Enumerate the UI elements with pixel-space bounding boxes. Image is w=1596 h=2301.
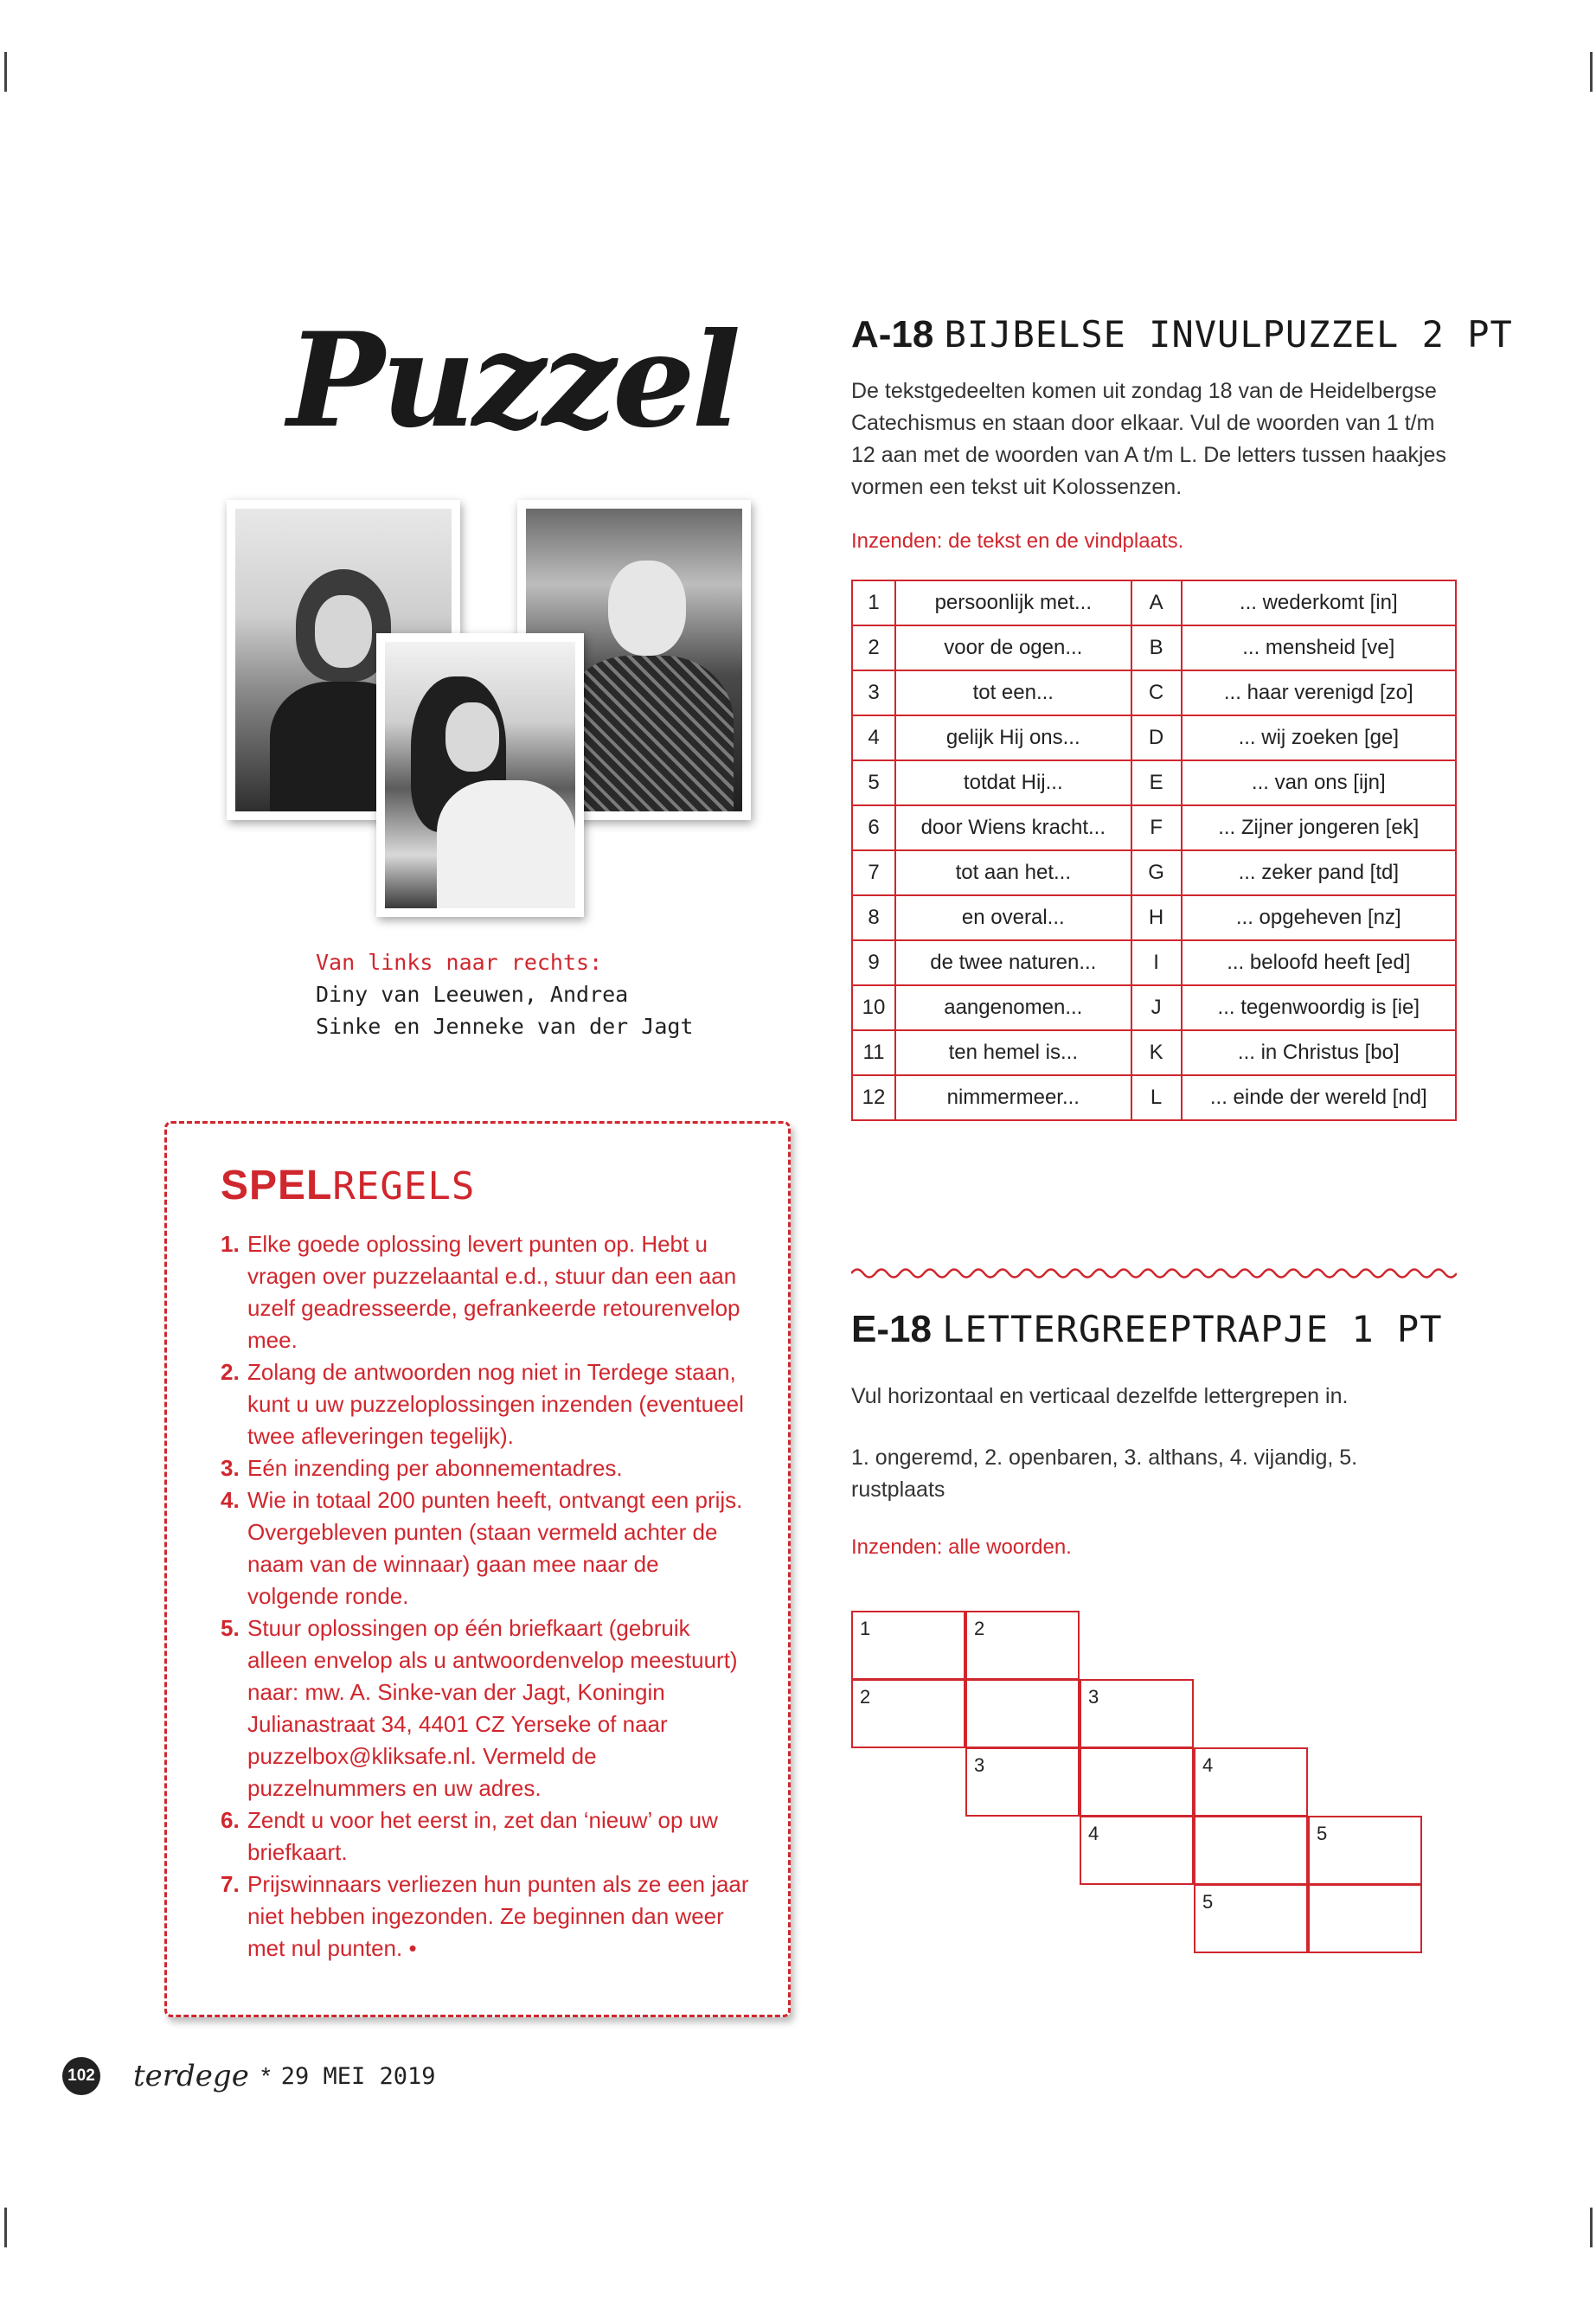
row-number: 5	[852, 760, 895, 805]
row-letter: H	[1131, 895, 1182, 940]
table-row	[852, 580, 1456, 625]
rule-number: 1.	[221, 1231, 240, 1257]
row-number: 9	[852, 940, 895, 985]
grid-cell[interactable]	[965, 1679, 1080, 1748]
rule-text: Elke goede oplossing levert punten op. Hebt u vragen over puzzelaantal e.d., stuur dan een aan uzelf geadresseerde, gefrankeerde retourenvelop mee.	[247, 1231, 740, 1353]
a18-title	[851, 313, 1513, 356]
right-fragment: ... wij zoeken [ge]	[1182, 715, 1456, 760]
table-row	[852, 895, 1456, 940]
grid-cell[interactable]	[851, 1679, 965, 1748]
row-letter: I	[1131, 940, 1182, 985]
rule-number: 6.	[221, 1807, 240, 1833]
rule-text: Wie in totaal 200 punten heeft, ontvangt een prijs. Overgebleven punten (staan vermeld achter de naam van de winnaar) gaan mee naar de volgende ronde.	[247, 1487, 743, 1609]
rule-text: Zolang de antwoorden nog niet in Terdege staan, kunt u uw puzzeloplossingen inzenden (eventueel twee afleveringen tegelijk).	[247, 1359, 744, 1449]
left-fragment: gelijk Hij ons...	[895, 715, 1131, 760]
e18-clues: 1. ongeremd, 2. openbaren, 3. althans, 4. vijandig, 5. rustplaats	[851, 1445, 1358, 1502]
rule-text: Prijswinnaars verliezen hun punten als ze een jaar niet hebben ingezonden. Ze beginnen dan weer met nul punten. •	[247, 1871, 749, 1961]
right-fragment: ... opgeheven [nz]	[1182, 895, 1456, 940]
rule-item	[221, 1612, 753, 1804]
row-letter: F	[1131, 805, 1182, 850]
a18-title-text: BIJBELSE INVULPUZZEL 2 PT	[944, 313, 1513, 356]
rule-number: 2.	[221, 1359, 240, 1385]
page-title: Puzzel	[287, 304, 738, 457]
footer	[62, 2057, 436, 2095]
rules-box	[164, 1121, 791, 2017]
row-number: 3	[852, 670, 895, 715]
grid-cell[interactable]	[851, 1611, 965, 1680]
left-fragment: de twee naturen...	[895, 940, 1131, 985]
table-row	[852, 805, 1456, 850]
cell-number: 4	[1088, 1823, 1099, 1844]
table-row	[852, 1030, 1456, 1075]
right-fragment: ... van ons [ijn]	[1182, 760, 1456, 805]
right-fragment: ... tegenwoordig is [ie]	[1182, 985, 1456, 1030]
rule-number: 7.	[221, 1871, 240, 1897]
table-row	[852, 1075, 1456, 1120]
a18-submit: Inzenden: de tekst en de vindplaats.	[851, 529, 1184, 553]
grid-cell[interactable]	[1194, 1884, 1308, 1953]
rule-text: Stuur oplossingen op één briefkaart (gebruik alleen envelop als u antwoordenvelop meestuurt) naar: mw. A. Sinke-van der Jagt, Koningin Julianastraat 34, 4401 CZ Yerseke of naar puzzelbox@kliksafe.nl. Vermeld de puzzelnummers en uw adres.	[247, 1615, 738, 1801]
rule-item	[221, 1484, 753, 1612]
table-row	[852, 940, 1456, 985]
left-fragment: persoonlijk met...	[895, 580, 1131, 625]
left-fragment: aangenomen...	[895, 985, 1131, 1030]
grid-cell[interactable]	[1194, 1816, 1308, 1885]
separator: *	[260, 2062, 271, 2089]
e18-intro: Vul horizontaal en verticaal dezelfde lettergrepen in.	[851, 1384, 1349, 1408]
rules-title-rest: REGELS	[332, 1164, 476, 1208]
row-number: 10	[852, 985, 895, 1030]
rule-item	[221, 1804, 753, 1868]
e18-title	[851, 1308, 1457, 1351]
grid-cell[interactable]	[1308, 1816, 1422, 1885]
row-letter: K	[1131, 1030, 1182, 1075]
puzzle-a18	[851, 313, 1513, 1121]
crop-mark	[1590, 2208, 1593, 2247]
issue-date: 29 MEI 2019	[280, 2062, 436, 2090]
cell-number: 4	[1202, 1754, 1214, 1776]
right-fragment: ... beloofd heeft [ed]	[1182, 940, 1456, 985]
e18-title-text: LETTERGREEPTRAPJE 1 PT	[942, 1308, 1443, 1350]
puzzle-e18	[851, 1308, 1457, 1560]
rules-title-bold: SPEL	[221, 1163, 333, 1208]
section-divider	[851, 1264, 1457, 1283]
grid-cell[interactable]	[965, 1747, 1080, 1817]
rule-item	[221, 1868, 753, 1965]
row-letter: G	[1131, 850, 1182, 895]
rules-title	[221, 1162, 753, 1209]
left-fragment: voor de ogen...	[895, 625, 1131, 670]
right-fragment: ... Zijner jongeren [ek]	[1182, 805, 1456, 850]
photo-caption	[316, 946, 705, 1042]
cell-number: 5	[1317, 1823, 1328, 1844]
right-fragment: ... wederkomt [in]	[1182, 580, 1456, 625]
crop-mark	[4, 2208, 7, 2247]
grid-cell[interactable]	[965, 1611, 1080, 1680]
right-fragment: ... mensheid [ve]	[1182, 625, 1456, 670]
rule-item	[221, 1452, 753, 1484]
photo-andrea	[376, 633, 584, 917]
right-fragment: ... haar verenigd [zo]	[1182, 670, 1456, 715]
a18-code: A-18	[851, 313, 934, 356]
rule-item	[221, 1356, 753, 1452]
a18-intro: De tekstgedeelten komen uit zondag 18 van de Heidelbergse Catechismus en staan door elkaar. Vul de woorden van 1 t/m 12 aan met de woorden van A t/m L. De letters tussen haakjes vormen een tekst uit Kolossenzen.	[851, 379, 1446, 499]
rule-number: 3.	[221, 1455, 240, 1481]
rules-list	[221, 1228, 753, 1965]
left-fragment: tot aan het...	[895, 850, 1131, 895]
cell-number: 3	[1088, 1686, 1099, 1708]
row-letter: J	[1131, 985, 1182, 1030]
grid-cell[interactable]	[1080, 1747, 1194, 1817]
table-row	[852, 715, 1456, 760]
left-fragment: tot een...	[895, 670, 1131, 715]
cell-number: 3	[974, 1754, 985, 1776]
table-row	[852, 985, 1456, 1030]
row-number: 2	[852, 625, 895, 670]
crop-mark	[1590, 52, 1593, 92]
table-row	[852, 670, 1456, 715]
cell-number: 1	[860, 1618, 871, 1639]
magazine-logo: terdege	[133, 2059, 249, 2093]
caption-intro: Van links naar rechts:	[316, 950, 603, 975]
rule-number: 4.	[221, 1487, 240, 1513]
row-letter: D	[1131, 715, 1182, 760]
row-number: 11	[852, 1030, 895, 1075]
row-letter: L	[1131, 1075, 1182, 1120]
rule-number: 5.	[221, 1615, 240, 1641]
row-letter: C	[1131, 670, 1182, 715]
grid-cell[interactable]	[1308, 1884, 1422, 1953]
left-fragment: totdat Hij...	[895, 760, 1131, 805]
rule-text: Eén inzending per abonnementadres.	[247, 1455, 623, 1481]
row-letter: B	[1131, 625, 1182, 670]
grid-cell[interactable]	[1080, 1679, 1194, 1748]
row-number: 6	[852, 805, 895, 850]
left-fragment: en overal...	[895, 895, 1131, 940]
row-number: 7	[852, 850, 895, 895]
page-number: 102	[62, 2057, 100, 2095]
grid-cell[interactable]	[1194, 1747, 1308, 1817]
row-number: 1	[852, 580, 895, 625]
right-fragment: ... in Christus [bo]	[1182, 1030, 1456, 1075]
table-row	[852, 625, 1456, 670]
rule-item	[221, 1228, 753, 1356]
row-number: 4	[852, 715, 895, 760]
e18-code: E-18	[851, 1308, 932, 1350]
row-number: 12	[852, 1075, 895, 1120]
left-fragment: nimmermeer...	[895, 1075, 1131, 1120]
row-number: 8	[852, 895, 895, 940]
grid-cell[interactable]	[1080, 1816, 1194, 1885]
right-fragment: ... zeker pand [td]	[1182, 850, 1456, 895]
left-fragment: ten hemel is...	[895, 1030, 1131, 1075]
left-fragment: door Wiens kracht...	[895, 805, 1131, 850]
cell-number: 2	[860, 1686, 871, 1708]
table-row	[852, 760, 1456, 805]
table-row	[852, 850, 1456, 895]
caption-names: Diny van Leeuwen, Andrea Sinke en Jenneke van der Jagt	[316, 982, 694, 1039]
cell-number: 5	[1202, 1891, 1214, 1913]
right-fragment: ... einde der wereld [nd]	[1182, 1075, 1456, 1120]
cell-number: 2	[974, 1618, 985, 1639]
row-letter: A	[1131, 580, 1182, 625]
row-letter: E	[1131, 760, 1182, 805]
crop-mark	[4, 52, 7, 92]
e18-submit: Inzenden: alle woorden.	[851, 1535, 1072, 1559]
a18-table	[851, 580, 1457, 1121]
rule-text: Zendt u voor het eerst in, zet dan ‘nieuw’ op uw briefkaart.	[247, 1807, 718, 1865]
